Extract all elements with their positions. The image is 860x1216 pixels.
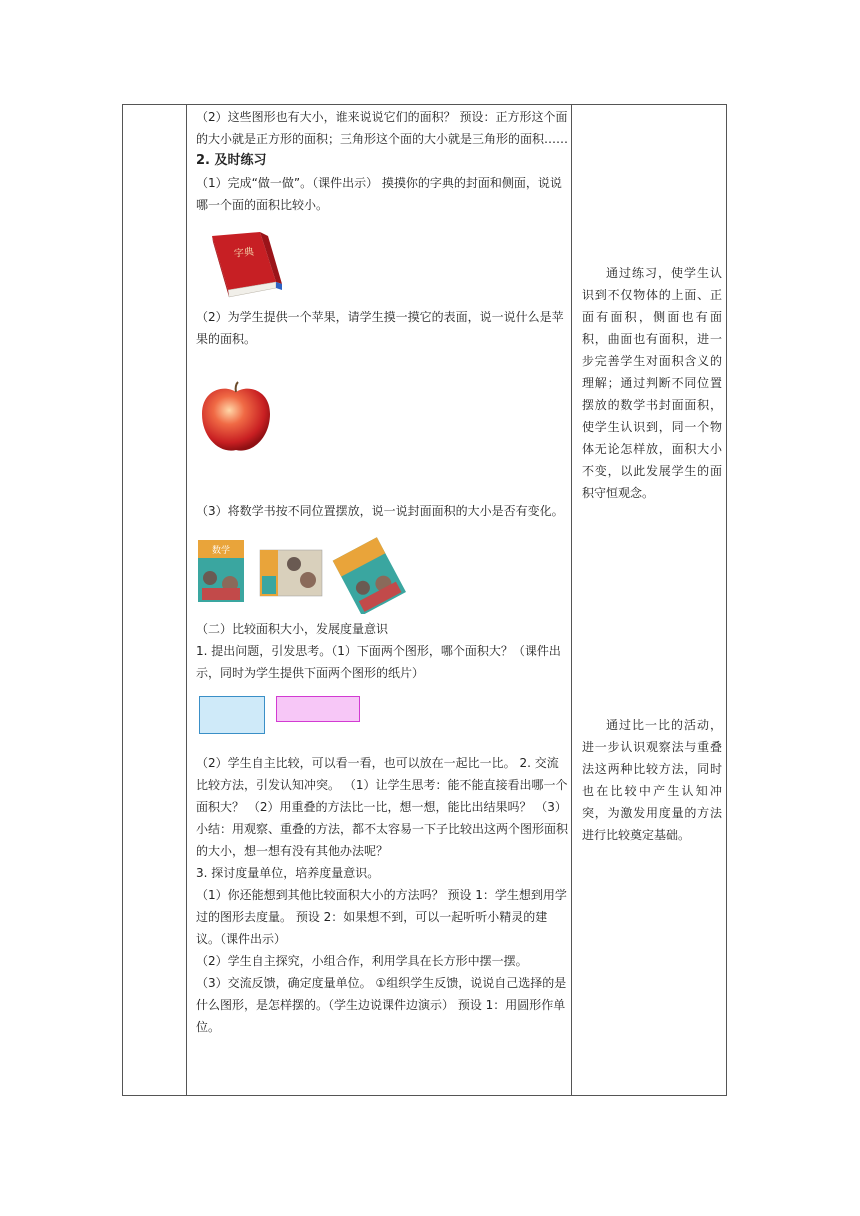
two-shapes-figure: [196, 684, 568, 752]
blue-rectangle: [199, 696, 265, 734]
pink-rectangle: [276, 696, 360, 722]
paragraph-book-task: （3）将数学书按不同位置摆放，说一说封面面积的大小是否有变化。: [196, 504, 564, 518]
math-books-figure: [196, 522, 568, 618]
book-upright: [198, 540, 244, 602]
apple-figure: [196, 350, 568, 500]
book-sideways: [260, 550, 322, 596]
paragraph-question: 1. 提出问题，引发思考。（1）下面两个图形，哪个面积大？（课件出示，同时为学生提供下面两个图形的纸片）: [196, 644, 561, 680]
column-divider-left: [186, 104, 187, 1096]
paragraph-apple-task: （2）为学生提供一个苹果，请学生摸一摸它的表面，说一说什么是苹果的面积。: [196, 310, 564, 346]
paragraph-explore: （2）学生自主探究，小组合作，利用学具在长方形中摆一摆。: [196, 954, 528, 968]
column-divider-right: [571, 104, 572, 1096]
note-text-compare: 通过比一比的活动，进一步认识观察法与重叠法这两种比较方法，同时也在比较中产生认知冲突，为激发用度量的方法进行比较奠定基础。: [582, 718, 722, 842]
paragraph-feedback: （3）交流反馈，确定度量单位。 ①组织学生反馈，说说自己选择的是什么图形，是怎样摆的。（学生边说课件边演示） 预设 1：用圆形作单位。: [196, 976, 567, 1034]
dictionary-icon: [202, 230, 292, 310]
book-tilted: [333, 537, 406, 614]
book-title-upright: 数学: [212, 546, 231, 556]
design-note-practice: [582, 262, 722, 504]
apple-icon: [196, 380, 276, 460]
dictionary-figure: [196, 216, 568, 306]
paragraph-area-intro: （2）这些图形也有大小，谁来说说它们的面积？ 预设：正方形这个面的大小就是正方形的面积；三角形这个面的大小就是三角形的面积……: [196, 110, 569, 146]
dictionary-cover-text: 字典: [233, 246, 255, 260]
section-heading-compare: （二）比较面积大小，发展度量意识: [196, 622, 389, 636]
paragraph-compare-methods: （2）学生自主比较，可以看一看，也可以放在一起比一比。 2. 交流比较方法，引发认知冲突。 （1）让学生思考：能不能直接看出哪一个面积大？ （2）用重叠的方法比一比，想一想，能比出结果吗？ （3）小结：用观察、重叠的方法，都不太容易一下子比较出这两个图形面积的大小，想一想有没有其他办法呢？: [196, 756, 569, 858]
design-note-compare: [582, 714, 722, 846]
lesson-content-column: [196, 106, 568, 1038]
note-text-practice: 通过练习，使学生认识到不仅物体的上面、正面有面积，侧面也有面积，曲面也有面积，进一步完善学生对面积含义的理解；通过判断不同位置摆放的数学书封面面积，使学生认识到，同一个物体无论怎样放，面积大小不变，以此发展学生的面积守恒观念。: [582, 266, 722, 500]
math-books-icon: [196, 534, 436, 614]
paragraph-dictionary-task: （1）完成“做一做”。（课件出示） 摸摸你的字典的封面和侧面，说说哪一个面的面积比较小。: [196, 176, 562, 212]
paragraph-units-question: （1）你还能想到其他比较面积大小的方法吗？ 预设 1：学生想到用学过的图形去度量。 预设 2：如果想不到，可以一起听听小精灵的建议。（课件出示）: [196, 888, 567, 946]
section-heading-practice: 2. 及时练习: [196, 153, 267, 168]
paragraph-units-heading: 3. 探讨度量单位，培养度量意识。: [196, 866, 380, 880]
